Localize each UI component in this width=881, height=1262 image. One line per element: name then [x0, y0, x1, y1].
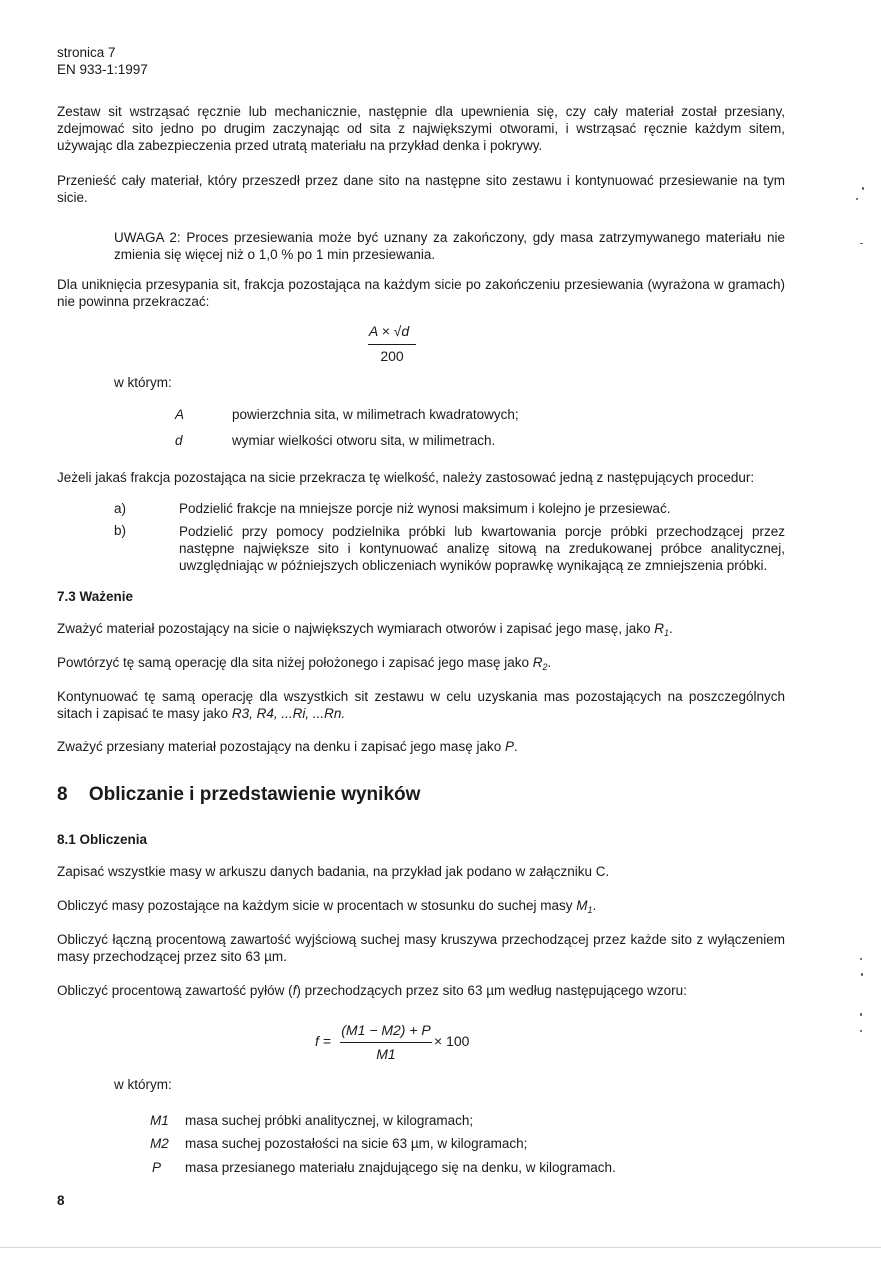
page-number: 8: [57, 1193, 65, 1208]
definition-A: powierzchnia sita, w milimetrach kwadratowych;: [232, 407, 519, 422]
paragraph-shaking: Zestaw sit wstrząsać ręcznie lub mechanicznie, następnie dla upewnienia się, czy cały materiał został przesiany, zdejmować sito jedno po drugim zaczynając od sita z największymi otworami, i wstrząsać ręcznie każdym sitem, używając dla zabezpieczenia przed utratą materiału na przykład denka i pokrywy.: [57, 104, 785, 153]
paragraph-8-1-1: Zapisać wszystkie masy w arkuszu danych badania, na przykład jak podano w załączniku C.: [57, 864, 610, 879]
var-f: f: [292, 983, 297, 998]
formula2-multiplier: × 100: [434, 1033, 470, 1049]
heading-8-1: 8.1 Obliczenia: [57, 832, 148, 847]
definition-d: wymiar wielkości otworu sita, w milimetrach.: [232, 433, 496, 448]
scan-speck: [856, 198, 858, 200]
formula2-fraction-bar: [340, 1042, 432, 1043]
scan-edge-line: [0, 1247, 881, 1248]
formula1-denominator: 200: [380, 348, 404, 364]
note-2: UWAGA 2: Proces przesiewania może być uznany za zakończony, gdy masa zatrzymywanego materiału nie zmienia się więcej niż o 1,0 % po 1 min przesiewania.: [114, 230, 785, 262]
paragraph-overload: Dla uniknięcia przesypania sit, frakcja pozostająca na każdym sicie po zakończeniu przesiewania (wyrażona w gramach) nie powinna przekraczać:: [57, 277, 785, 309]
formula1-numerator: A × √d: [368, 323, 410, 339]
section-8-title: Obliczanie i przedstawienie wyników: [88, 784, 421, 805]
heading-7-3: 7.3 Ważenie: [57, 589, 134, 604]
scan-speck: [861, 973, 863, 976]
list-marker-a: a): [114, 501, 127, 516]
formula2-numerator: (M1 − M2) + P: [341, 1022, 431, 1038]
list-item-b: Podzielić przy pomocy podzielnika próbki lub kwartowania porcje próbki przechodzącej przez następne największe sito i kontynuować analizę sitową na zredukowanej próbce analitycznej, uwzględniając w późniejszych obliczeniach wyników poprawkę wynikającą ze zmniejszenia próbki.: [179, 524, 785, 573]
paragraph-8-1-3: Obliczyć łączną procentową zawartość wyjściową suchej masy kruszywa przechodzącej przez każde sito z wyłączeniem masy przechodzącej przez sito 63 µm.: [57, 932, 785, 964]
var-P: P: [504, 739, 514, 754]
definition-P: masa przesianego materiału znajdującego się na denku, w kilogramach.: [185, 1160, 616, 1175]
definition-M1: masa suchej próbki analitycznej, w kilogramach;: [185, 1113, 474, 1128]
variable-M2: M2: [150, 1136, 169, 1151]
var-R1: $R_1$: [654, 621, 670, 638]
variable-M1: M1: [150, 1113, 169, 1128]
variable-d: d: [175, 433, 183, 448]
paragraph-procedures: Jeżeli jakaś frakcja pozostająca na sicie przekracza tę wielkość, należy zastosować jedną z następujących procedur:: [57, 470, 755, 485]
paragraph-transfer: Przenieść cały materiał, który przeszedł przez dane sito na następne sito zestawu i kontynuować przesiewanie na tym sicie.: [57, 173, 785, 205]
scan-speck: [860, 243, 863, 244]
standard-number: EN 933-1:1997: [57, 62, 148, 77]
definition-M2: masa suchej pozostałości na sicie 63 µm, w kilogramach;: [185, 1136, 528, 1151]
section-8-heading: [57, 784, 420, 806]
list-marker-b: b): [114, 523, 127, 538]
var-R2: $R_2$: [532, 655, 548, 672]
scan-speck: [862, 187, 864, 190]
section-8-number: 8: [57, 784, 68, 805]
scan-speck: [860, 1030, 862, 1032]
var-M1: $M_1$: [576, 898, 593, 915]
formula2-lhs: f =: [315, 1033, 331, 1049]
var-R-series: R3, R4, ...Ri, ...Rn.: [231, 706, 346, 721]
paragraph-8-1-2: Obliczyć masy pozostające na każdym sicie w procentach w stosunku do suchej masy $M_1$.: [57, 898, 597, 915]
where-label-2: w którym:: [114, 1077, 172, 1092]
list-item-a: Podzielić frakcje na mniejsze porcje niż wynosi maksimum i kolejno je przesiewać.: [179, 501, 671, 516]
formula1-fraction-bar: [368, 344, 416, 345]
paragraph-8-1-4: Obliczyć procentową zawartość pyłów (f) przechodzących przez sito 63 µm według następującego wzoru:: [57, 983, 687, 998]
scan-speck: [860, 1013, 862, 1016]
where-label-1: w którym:: [114, 375, 172, 390]
paragraph-7-3-1: Zważyć materiał pozostający na sicie o największych wymiarach otworów i zapisać jego masę, jako $R_1$.: [57, 621, 673, 638]
page-label: stronica 7: [57, 45, 116, 60]
scan-speck: [860, 958, 862, 960]
paragraph-7-3-2: Powtórzyć tę samą operację dla sita niżej położonego i zapisać jego masę jako $R_2$.: [57, 655, 552, 672]
formula2-denominator: M1: [376, 1046, 396, 1062]
paragraph-7-3-3: Kontynuować tę samą operację dla wszystkich sit zestawu w celu uzyskania mas pozostających na poszczególnych sitach i zapisać te masy jako R3, R4, ...Ri, ...Rn.: [57, 689, 785, 721]
variable-P: P: [152, 1160, 162, 1175]
paragraph-7-3-4: Zważyć przesiany materiał pozostający na denku i zapisać jego masę jako P.: [57, 739, 518, 754]
variable-A: A: [175, 407, 185, 422]
